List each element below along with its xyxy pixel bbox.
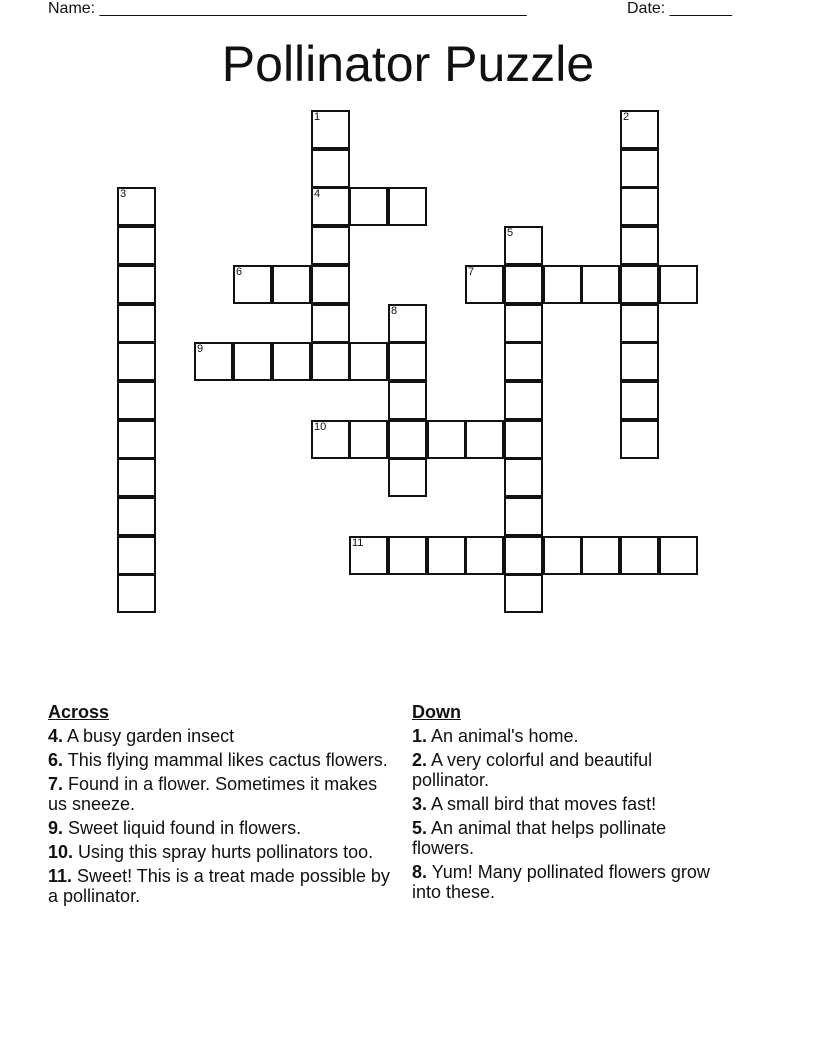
crossword-cell-8[interactable] (388, 381, 427, 420)
crossword-cell-11[interactable] (659, 536, 698, 575)
clue-across-9: 9. Sweet liquid found in flowers. (48, 818, 302, 838)
crossword-cell-2[interactable] (620, 420, 659, 459)
clue-number: 2 (623, 111, 630, 123)
clue-number: 8 (391, 305, 398, 317)
crossword-cell-3[interactable] (117, 304, 156, 343)
crossword-cell-1[interactable] (311, 265, 350, 304)
clue-across-10: 10. Using this spray hurts pollinators too. (48, 842, 374, 862)
clue-number: 4 (314, 188, 321, 200)
clue-number: 6 (236, 266, 243, 278)
crossword-cell-2[interactable] (620, 226, 659, 265)
crossword-cell-3[interactable] (117, 536, 156, 575)
crossword-cell-6[interactable] (233, 265, 272, 304)
date-field-label: Date: _______ (627, 0, 732, 17)
crossword-cell-11[interactable] (581, 536, 620, 575)
crossword-cell-2[interactable] (620, 381, 659, 420)
crossword-cell-7[interactable] (581, 265, 620, 304)
crossword-cell-3[interactable] (117, 342, 156, 381)
crossword-cell-11[interactable] (349, 536, 388, 575)
crossword-cell-9[interactable] (233, 342, 272, 381)
clue-number: 9 (197, 343, 204, 355)
crossword-cell-4[interactable] (349, 187, 388, 226)
crossword-cell-1[interactable] (311, 226, 350, 265)
clue-number: 10 (314, 421, 327, 433)
clue-number: 3 (120, 188, 127, 200)
crossword-cell-8[interactable] (388, 342, 427, 381)
clue-number: 1 (314, 111, 321, 123)
crossword-cell-5[interactable] (504, 381, 543, 420)
crossword-cell-5[interactable] (504, 574, 543, 613)
crossword-cell-9[interactable] (194, 342, 233, 381)
crossword-cell-3[interactable] (117, 265, 156, 304)
crossword-cell-5[interactable] (504, 342, 543, 381)
crossword-cell-2[interactable] (620, 149, 659, 188)
crossword-cell-1[interactable] (311, 149, 350, 188)
crossword-cell-1[interactable] (311, 110, 350, 149)
crossword-cell-7[interactable] (465, 265, 504, 304)
clue-number: 7 (468, 266, 475, 278)
clue-down-1: 1. An animal's home. (412, 726, 579, 746)
crossword-cell-7[interactable] (659, 265, 698, 304)
crossword-cell-11[interactable] (504, 536, 543, 575)
page-title: Pollinator Puzzle (221, 36, 595, 92)
crossword-cell-2[interactable] (620, 110, 659, 149)
crossword-cell-8[interactable] (388, 420, 427, 459)
clue-down-3: 3. A small bird that moves fast! (412, 794, 657, 814)
crossword-cell-1[interactable] (311, 304, 350, 343)
across-heading: Across (48, 702, 110, 722)
clue-across-11: 11. Sweet! This is a treat made possible by a pollinator. (48, 866, 390, 906)
crossword-cell-5[interactable] (504, 265, 543, 304)
crossword-cell-2[interactable] (620, 304, 659, 343)
crossword-cell-1[interactable] (311, 342, 350, 381)
crossword-cell-11[interactable] (543, 536, 582, 575)
crossword-cell-3[interactable] (117, 458, 156, 497)
crossword-cell-9[interactable] (272, 342, 311, 381)
crossword-cell-3[interactable] (117, 497, 156, 536)
crossword-cell-4[interactable] (388, 187, 427, 226)
crossword-cell-9[interactable] (349, 342, 388, 381)
crossword-cell-5[interactable] (504, 497, 543, 536)
across-clues (48, 702, 393, 910)
crossword-cell-11[interactable] (620, 536, 659, 575)
crossword-cell-3[interactable] (117, 226, 156, 265)
crossword-cell-11[interactable] (388, 536, 427, 575)
crossword-cell-2[interactable] (620, 187, 659, 226)
crossword-cell-8[interactable] (388, 458, 427, 497)
clue-down-8: 8. Yum! Many pollinated flowers grow into these. (412, 862, 710, 902)
crossword-cell-3[interactable] (117, 381, 156, 420)
clue-across-7: 7. Found in a flower. Sometimes it makes us sneeze. (48, 774, 378, 814)
crossword-cell-11[interactable] (427, 536, 466, 575)
clue-number: 11 (352, 537, 364, 549)
clue-across-4: 4. A busy garden insect (48, 726, 235, 746)
crossword-cell-3[interactable] (117, 574, 156, 613)
crossword-cell-3[interactable] (117, 420, 156, 459)
crossword-cell-3[interactable] (117, 187, 156, 226)
crossword-cell-5[interactable] (504, 304, 543, 343)
crossword-cell-7[interactable] (620, 265, 659, 304)
crossword-cell-5[interactable] (504, 458, 543, 497)
down-heading: Down (412, 702, 461, 722)
clue-number: 5 (507, 227, 514, 239)
crossword-cell-10[interactable] (427, 420, 466, 459)
crossword-cell-1[interactable] (311, 187, 350, 226)
crossword-cell-5[interactable] (504, 420, 543, 459)
crossword-cell-7[interactable] (543, 265, 582, 304)
crossword-cell-6[interactable] (272, 265, 311, 304)
clue-down-2: 2. A very colorful and beautiful pollinator. (412, 750, 653, 790)
clue-down-5: 5. An animal that helps pollinate flowers. (412, 818, 667, 858)
name-field-label: Name: ________________________________________________ (48, 0, 527, 17)
crossword-cell-10[interactable] (465, 420, 504, 459)
crossword-cell-11[interactable] (465, 536, 504, 575)
crossword-cell-5[interactable] (504, 226, 543, 265)
crossword-cell-10[interactable] (349, 420, 388, 459)
clue-across-6: 6. This flying mammal likes cactus flowers. (48, 750, 388, 770)
crossword-cell-8[interactable] (388, 304, 427, 343)
crossword-cell-2[interactable] (620, 342, 659, 381)
crossword-cell-10[interactable] (311, 420, 350, 459)
down-clues (412, 702, 732, 906)
